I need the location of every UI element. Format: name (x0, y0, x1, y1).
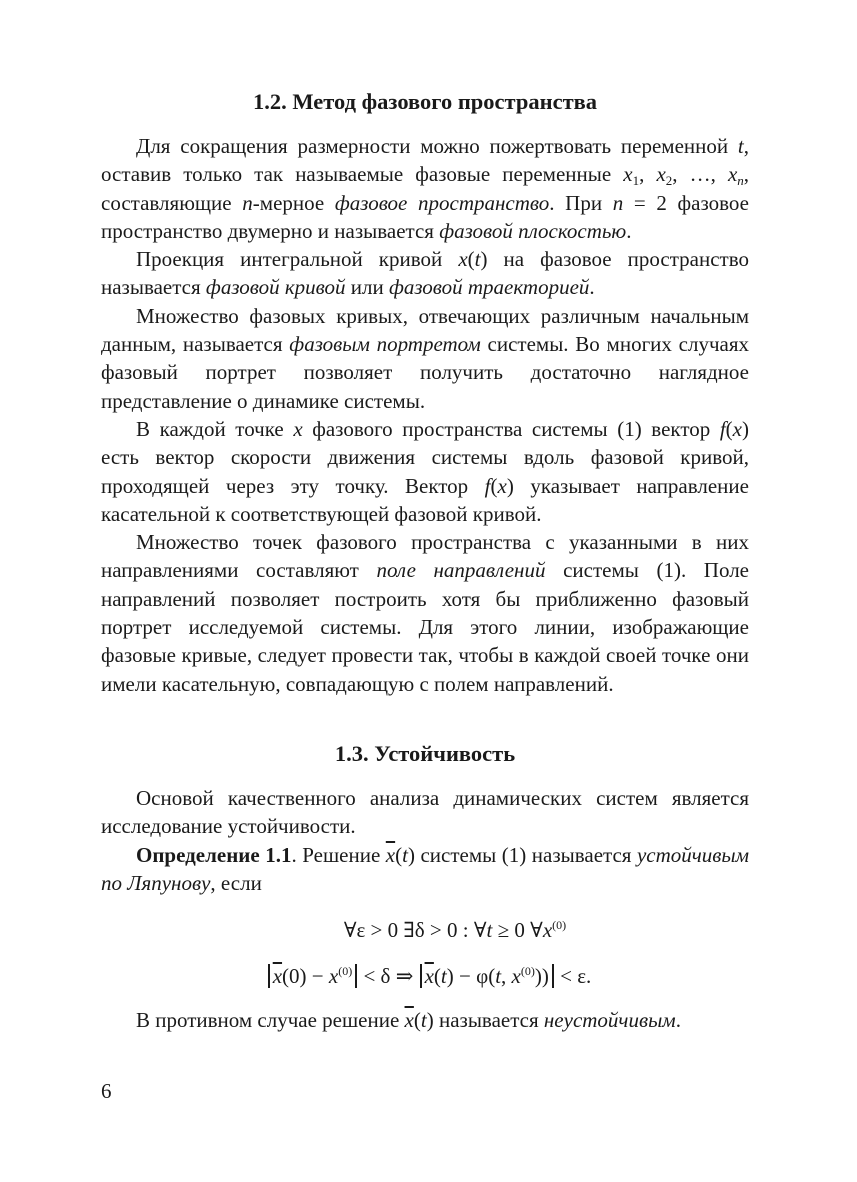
norm-trajectory: $\overline{x}(t) - \varphi(t$, $x^{(0)}$)) (420, 964, 554, 988)
paragraph-unstable: В противном случае решение $\overline{x}(t)$ называется неустойчивым. (136, 1008, 681, 1033)
norm-initial: $\overline{x}(0) - x^{(0)}$ (268, 964, 358, 988)
section-title-1-3: 1.3. Устойчивость (334, 740, 516, 766)
paragraph-stability-intro: Основой качественного анализа динамических систем является исследование устойчивости. (101, 785, 749, 839)
paragraph-phase-portrait: Множество фазовых кривых, отвечающих различным начальным данным, называется фазовым портретом системы. Во многих случаях фазовый портрет позволяет получить достаточно наглядное представление о динамике системы. (101, 303, 750, 413)
paragraph-velocity-vector: В каждой точке x фазового пространства системы (1) вектор f(x) есть вектор скорости движения системы вдоль фазовой кривой, проходящей через эту точку. Вектор f(x) указывает направление касательной к соответствующей фазовой кривой. (101, 416, 749, 526)
definition-1-1: Определение 1.1. Решение $\overline{x}(t)$ системы (1) называется устойчивым по Ляпунову, если (101, 842, 750, 895)
paragraph-phase-curve: Проекция интегральной кривой x(t) на фазовое пространство называется фазовой кривой или фазовой траекторией. (101, 247, 749, 300)
paragraph-direction-field: Множество точек фазового пространства с указанными в них направлениями составляют поле направлений системы (1). Поле направлений позволяет построить хотя бы приближенно фазовый портрет исследуемой системы. Для этого линии, изображающие фазовые кривые, следует провести так, чтобы в каждой своей точке они имели касательную, совпадающую с полем направлений. (101, 530, 749, 696)
page-number: 6 (101, 1079, 112, 1103)
page-content (101, 86, 749, 1034)
paragraph-phase-variables: Для сокращения размерности можно пожертвовать переменной t, оставив только так называемые фазовые переменные $x_1$, $x_2$, …, $x_n$, составляющие n-мерное фазовое пространство. При n = 2 фазовое пространство двумерно и называется фазовой плоскостью. (101, 134, 750, 243)
formula-lyapunov-condition: $\overline{x}(0) - x^{(0)} < \delta$ ⇒ $\overline{x}(t) - \varphi(t$, $x^{(0)})) < \varepsilon$. (109, 962, 749, 990)
section-title-1-2: 1.2. Метод фазового пространства (252, 89, 598, 114)
formula-quantifiers: ∀ε > 0 ∃δ > 0 : ∀t ≥ 0 $\forall x^{(0)}$ (343, 918, 567, 943)
